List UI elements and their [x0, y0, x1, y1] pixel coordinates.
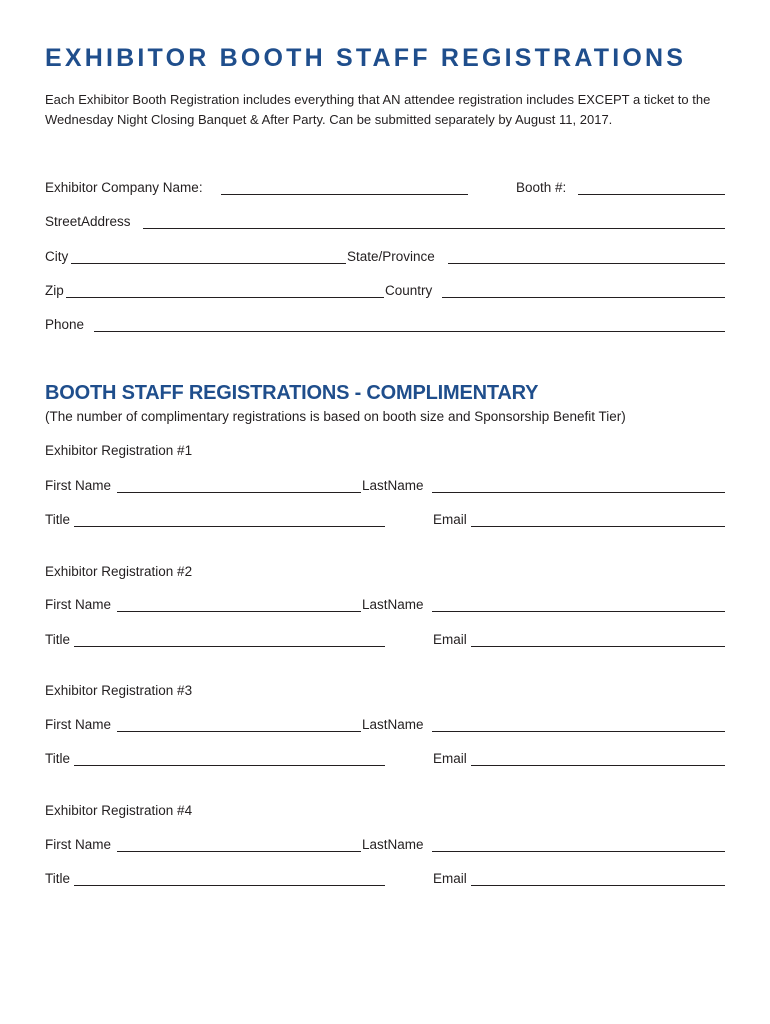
- email-field[interactable]: [471, 526, 725, 527]
- registration-heading: Exhibitor Registration #1: [45, 443, 193, 458]
- phone-field[interactable]: [94, 331, 725, 332]
- email-label: Email: [433, 871, 467, 886]
- title-label: Title: [45, 871, 71, 886]
- first-name-label: First Name: [45, 717, 112, 732]
- registration-heading: Exhibitor Registration #3: [45, 683, 193, 698]
- country-label: Country: [385, 283, 433, 298]
- state-province-label: State/Province: [347, 249, 435, 264]
- first-name-label: First Name: [45, 478, 112, 493]
- last-name-label: LastName: [362, 717, 424, 732]
- company-name-field[interactable]: [221, 194, 468, 195]
- intro-paragraph: Each Exhibitor Booth Registration includes everything that AN attendee registration includes EXCEPT a ticket to the Wednesday Night Closing Banquet & After Party. Can be submitted separately by August 11, 2017.: [45, 92, 711, 127]
- last-name-field[interactable]: [432, 611, 725, 612]
- zip-label: Zip: [45, 283, 64, 298]
- registration-heading: Exhibitor Registration #2: [45, 564, 193, 579]
- email-label: Email: [433, 632, 467, 647]
- first-name-field[interactable]: [117, 851, 361, 852]
- city-label: City: [45, 249, 69, 264]
- email-field[interactable]: [471, 646, 725, 647]
- last-name-field[interactable]: [432, 492, 725, 493]
- title-field[interactable]: [74, 646, 385, 647]
- last-name-label: LastName: [362, 478, 424, 493]
- title-field[interactable]: [74, 885, 385, 886]
- zip-field[interactable]: [66, 297, 384, 298]
- first-name-field[interactable]: [117, 731, 361, 732]
- title-label: Title: [45, 632, 71, 647]
- section-note: (The number of complimentary registrations is based on booth size and Sponsorship Benefit Tier): [45, 409, 626, 424]
- country-field[interactable]: [442, 297, 725, 298]
- registration-heading: Exhibitor Registration #4: [45, 803, 193, 818]
- street-address-field[interactable]: [143, 228, 725, 229]
- email-field[interactable]: [471, 765, 725, 766]
- title-field[interactable]: [74, 765, 385, 766]
- last-name-label: LastName: [362, 597, 424, 612]
- booth-number-label: Booth #:: [516, 180, 567, 195]
- email-label: Email: [433, 512, 467, 527]
- title-label: Title: [45, 512, 71, 527]
- first-name-field[interactable]: [117, 611, 361, 612]
- booth-number-field[interactable]: [578, 194, 725, 195]
- email-field[interactable]: [471, 885, 725, 886]
- page-title: EXHIBITOR BOOTH STAFF REGISTRATIONS: [45, 44, 687, 72]
- last-name-field[interactable]: [432, 731, 725, 732]
- city-field[interactable]: [71, 263, 346, 264]
- title-field[interactable]: [74, 526, 385, 527]
- street-address-label: StreetAddress: [45, 214, 131, 229]
- first-name-field[interactable]: [117, 492, 361, 493]
- email-label: Email: [433, 751, 467, 766]
- title-label: Title: [45, 751, 71, 766]
- phone-label: Phone: [45, 317, 85, 332]
- last-name-field[interactable]: [432, 851, 725, 852]
- state-province-field[interactable]: [448, 263, 725, 264]
- company-name-label: Exhibitor Company Name:: [45, 180, 203, 195]
- first-name-label: First Name: [45, 597, 112, 612]
- first-name-label: First Name: [45, 837, 112, 852]
- last-name-label: LastName: [362, 837, 424, 852]
- section-title-complimentary: BOOTH STAFF REGISTRATIONS - COMPLIMENTARY: [45, 382, 539, 404]
